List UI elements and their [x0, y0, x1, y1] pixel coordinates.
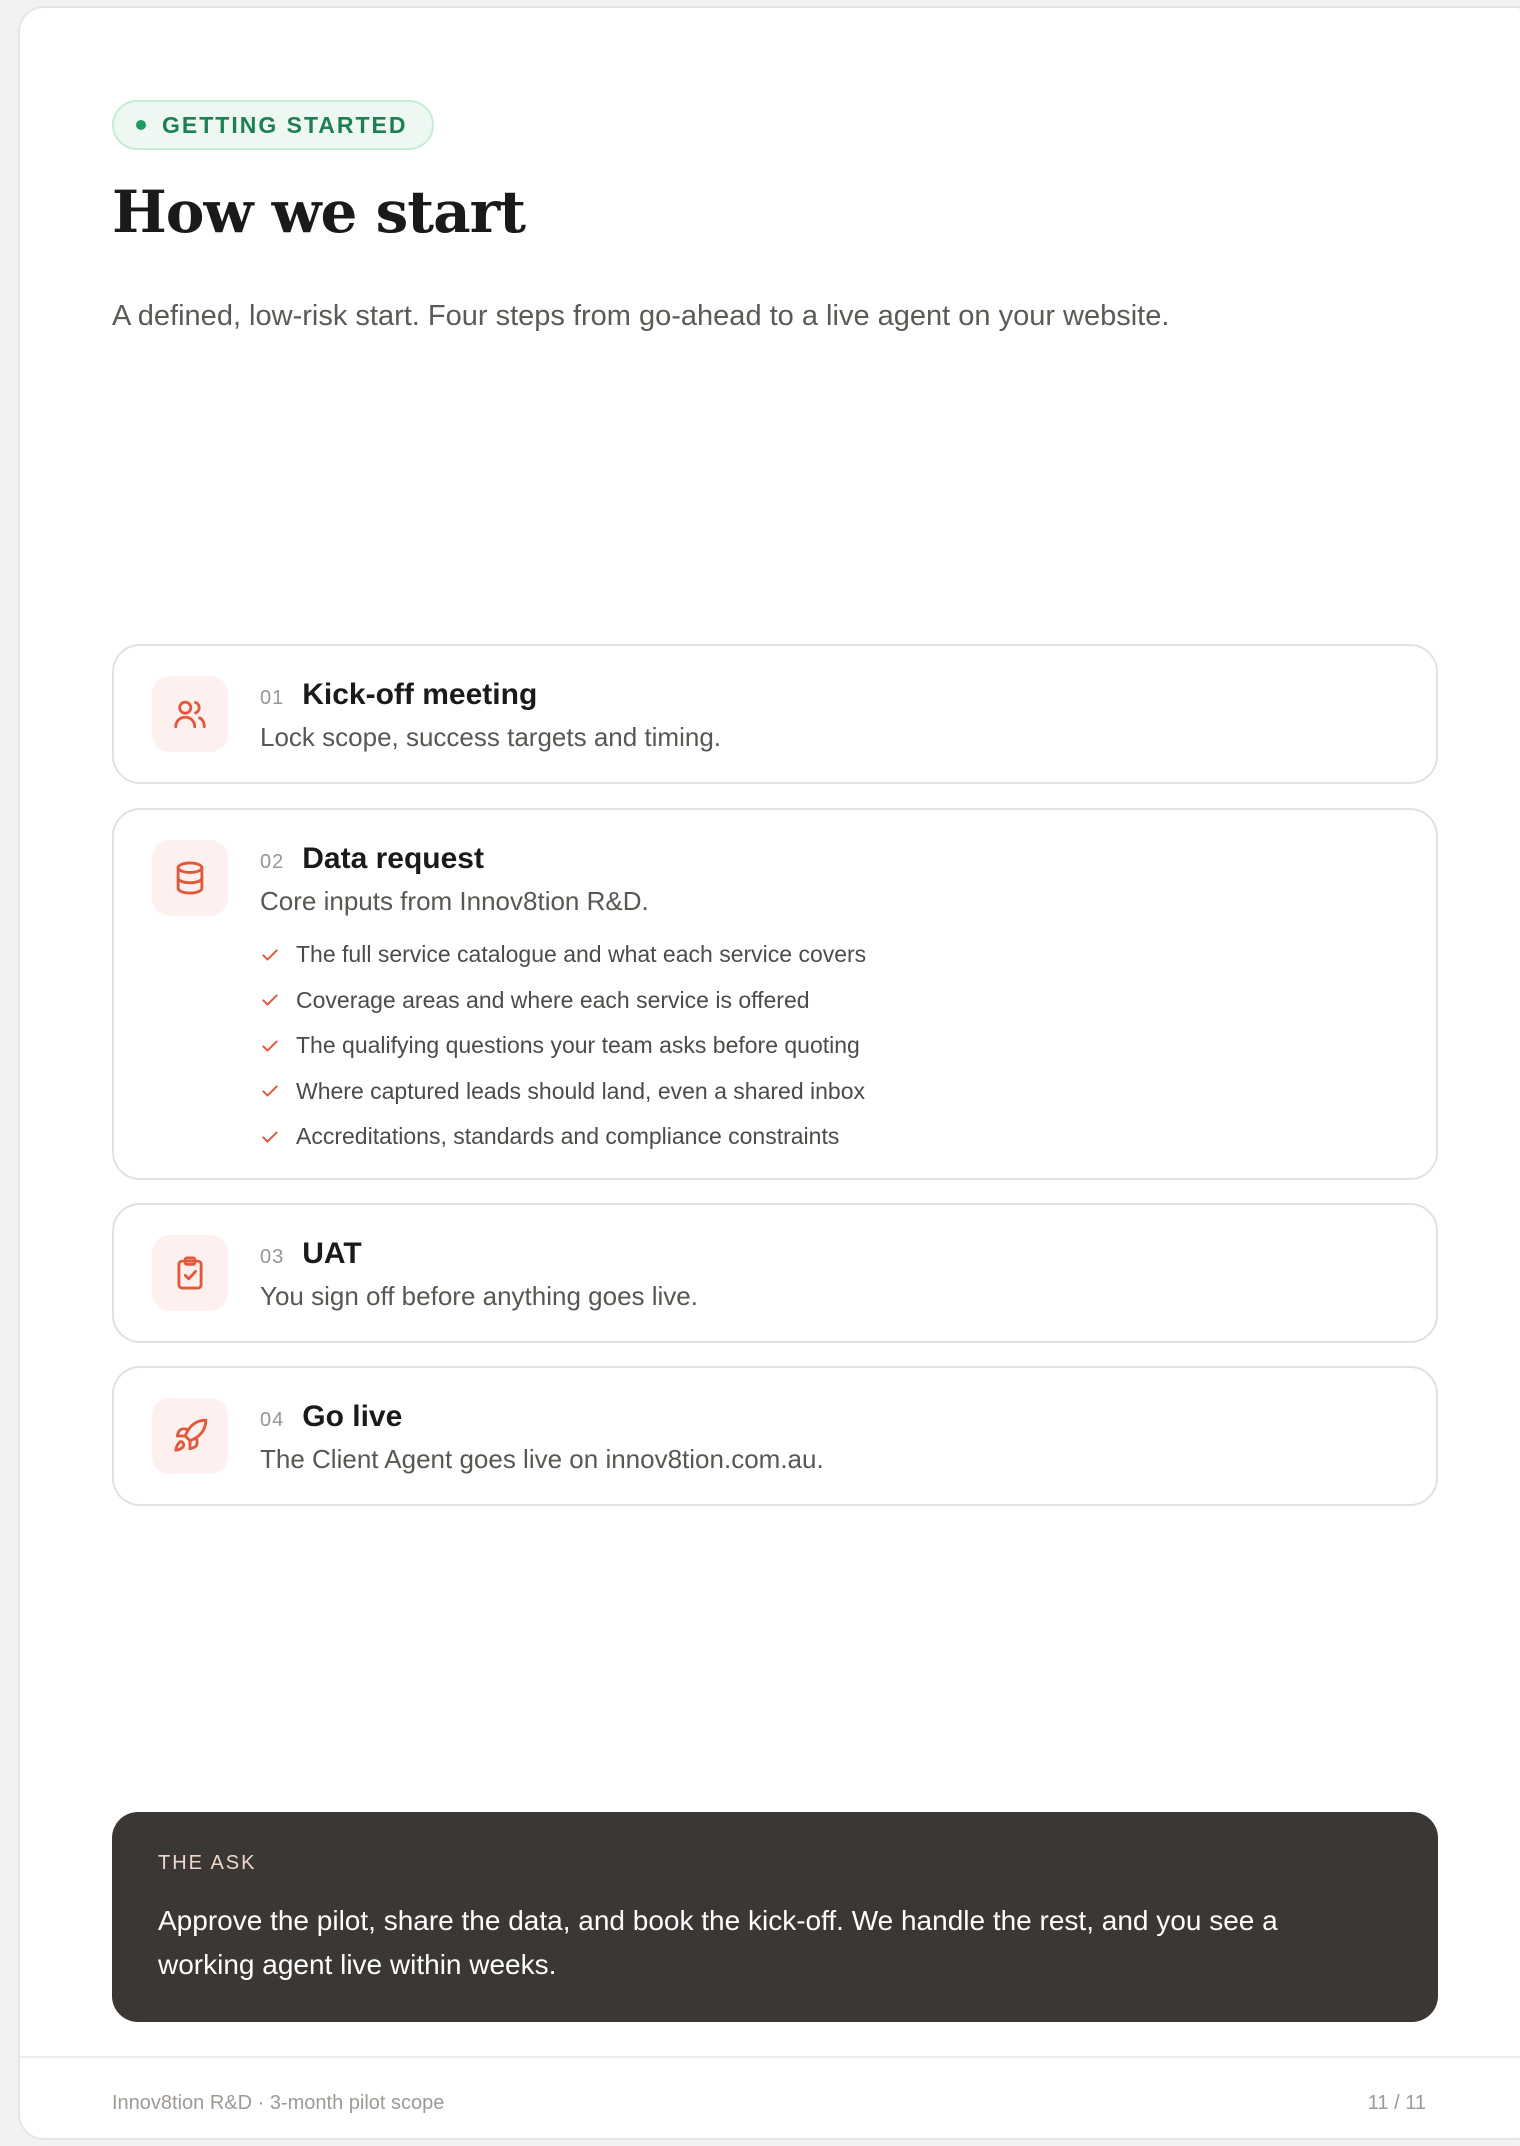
checklist-item-label: Coverage areas and where each service is offered — [296, 986, 810, 1013]
step-card-go-live — [112, 1366, 1438, 1506]
slide — [18, 6, 1520, 2140]
step-title: Go live — [302, 1400, 403, 1433]
checklist-item — [260, 978, 866, 1024]
step-card-uat — [112, 1203, 1438, 1343]
page-title: How we start — [112, 178, 526, 246]
ask-text: Approve the pilot, share the data, and book the kick-off. We handle the rest, and you see a working agent live within weeks. — [158, 1905, 1278, 1980]
rocket-icon — [152, 1398, 228, 1474]
badge-label: GETTING STARTED — [162, 111, 408, 138]
checklist-item — [260, 1023, 866, 1069]
page-number: 11 / 11 — [1367, 2092, 1426, 2114]
ask-panel — [112, 1812, 1438, 2022]
step-description: Lock scope, success targets and timing. — [260, 722, 722, 752]
check-icon — [260, 990, 280, 1010]
step-description: You sign off before anything goes live. — [260, 1281, 698, 1311]
data-request-checklist — [260, 932, 866, 1160]
step-number: 04 — [260, 1409, 285, 1431]
database-icon — [152, 840, 228, 916]
clipboard-check-icon — [152, 1235, 228, 1311]
step-description: The Client Agent goes live on innov8tion.com.au. — [260, 1444, 824, 1474]
checklist-item-label: Where captured leads should land, even a shared inbox — [296, 1077, 865, 1104]
step-number: 03 — [260, 1246, 285, 1268]
check-icon — [260, 945, 280, 965]
step-card-kickoff — [112, 644, 1438, 784]
page-subtitle: A defined, low-risk start. Four steps from go-ahead to a live agent on your website. — [112, 300, 1170, 332]
checklist-item-label: The qualifying questions your team asks before quoting — [296, 1032, 860, 1059]
check-icon — [260, 1081, 280, 1101]
step-title: UAT — [302, 1237, 362, 1270]
badge-dot — [136, 120, 146, 130]
checklist-item-label: Accreditations, standards and compliance constraints — [296, 1123, 840, 1150]
step-number: 01 — [260, 687, 285, 709]
ask-label: THE ASK — [158, 1852, 257, 1874]
checklist-item — [260, 932, 866, 978]
checklist-item — [260, 1069, 866, 1115]
footer-caption: Innov8tion R&D · 3-month pilot scope — [112, 2092, 445, 2114]
checklist-item — [260, 1114, 866, 1160]
check-icon — [260, 1127, 280, 1147]
step-number: 02 — [260, 851, 285, 873]
section-badge — [112, 100, 434, 150]
footer-divider — [20, 2056, 1520, 2058]
step-card-data-request — [112, 808, 1438, 1180]
step-title: Data request — [302, 842, 484, 875]
step-description: Core inputs from Innov8tion R&D. — [260, 886, 649, 916]
check-icon — [260, 1036, 280, 1056]
step-title: Kick-off meeting — [302, 678, 538, 711]
checklist-item-label: The full service catalogue and what each service covers — [296, 941, 867, 968]
users-icon — [152, 676, 228, 752]
